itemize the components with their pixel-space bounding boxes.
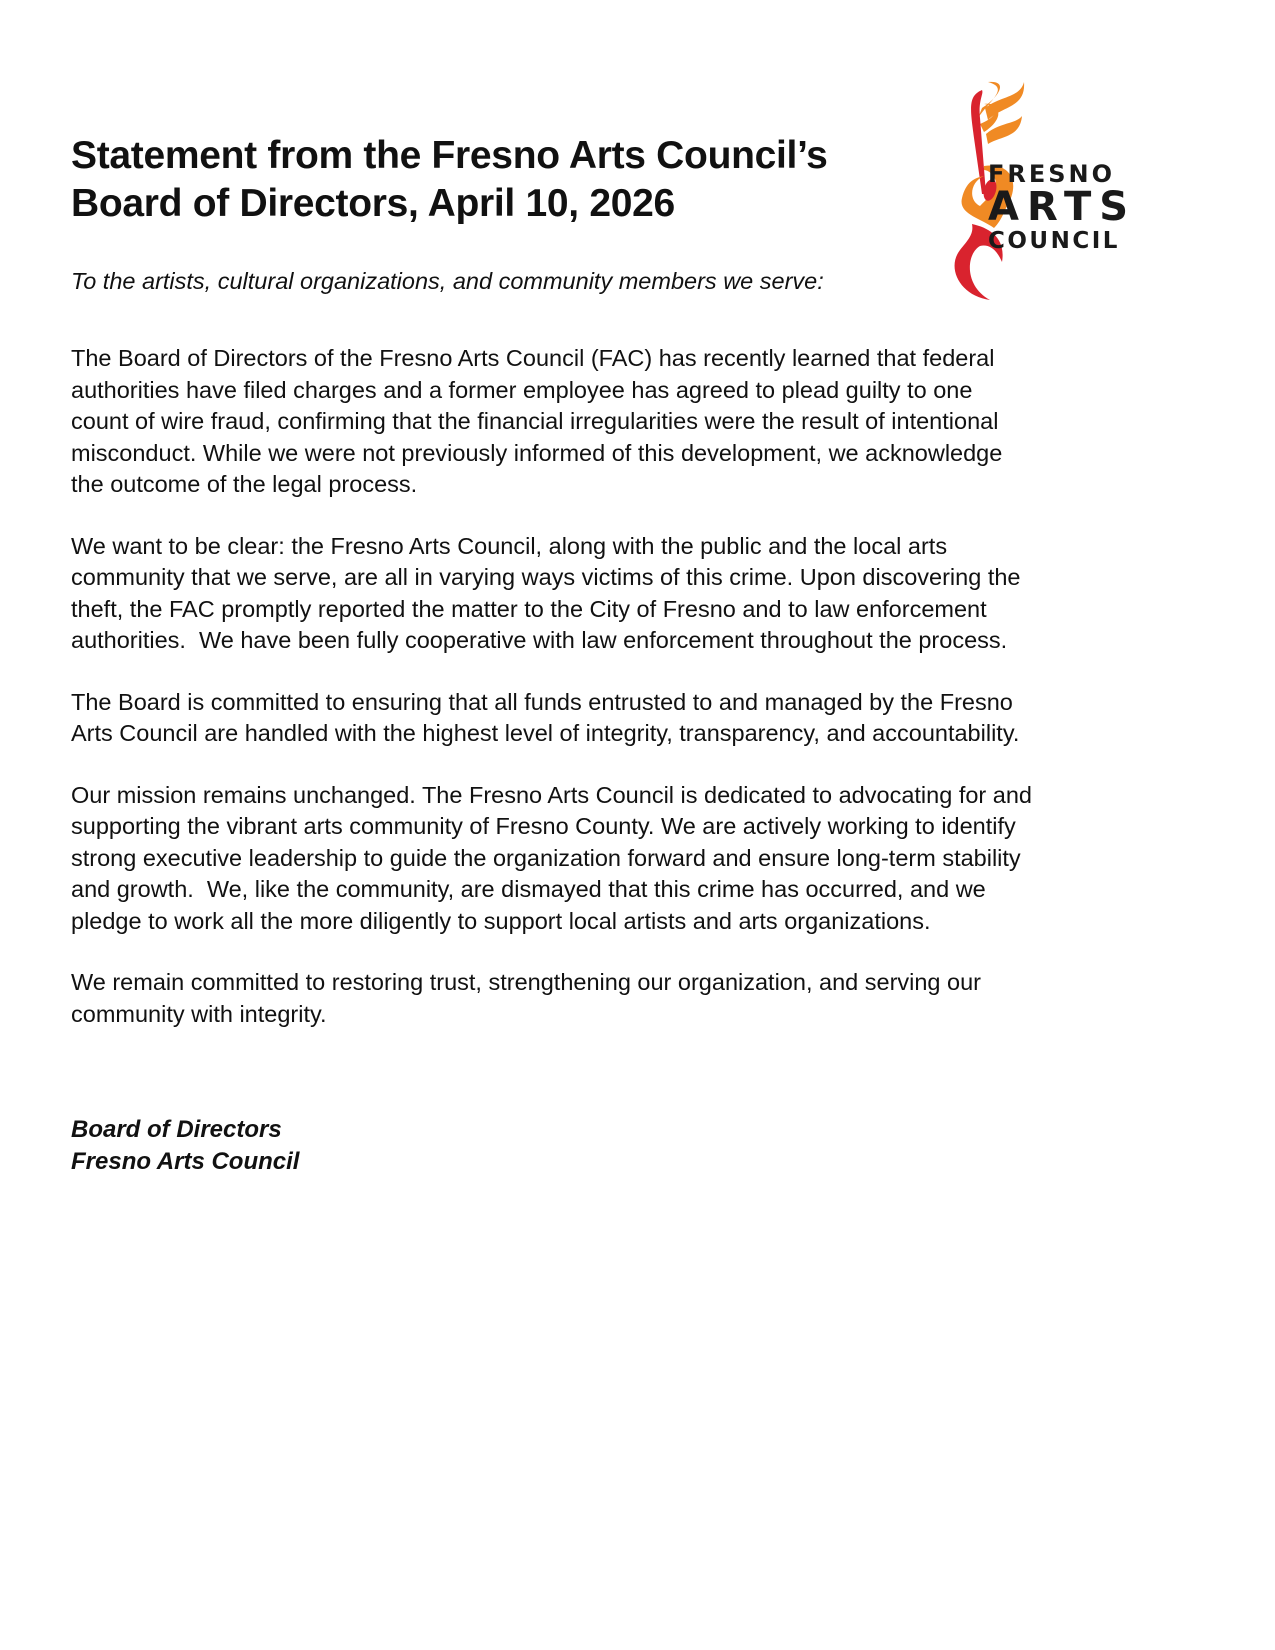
paragraph-line: The Board of Directors of the Fresno Arts Council (FAC) has recently learned that federal	[71, 345, 995, 371]
paragraph-line: authorities have filed charges and a former employee has agreed to plead guilty to one	[71, 376, 973, 403]
statement-body	[71, 343, 1032, 1060]
logo-text-arts: ARTS	[988, 184, 1137, 230]
paragraph-line: community that we serve, are all in varying ways victims of this crime. Upon discovering the	[71, 564, 1021, 590]
paragraph	[71, 531, 1032, 657]
logo-flame-upper	[985, 82, 1024, 120]
paragraph-line: Arts Council are handled with the highest level of integrity, transparency, and accountability.	[71, 720, 1020, 746]
paragraph-line: theft, the FAC promptly reported the matter to the City of Fresno and to law enforcement	[71, 595, 987, 622]
paragraph-line: pledge to work all the more diligently to support local artists and arts organizations.	[71, 907, 931, 934]
title-line: Board of Directors, April 10, 2026	[71, 182, 675, 225]
salutation: To the artists, cultural organizations, and community members we serve:	[71, 268, 824, 294]
paragraph	[71, 967, 1032, 1030]
paragraph-line: misconduct. While we were not previously informed of this development, we acknowledge	[71, 439, 1003, 466]
logo-text-fresno: FRESNO	[988, 160, 1116, 188]
paragraph-line: Our mission remains unchanged. The Fresno Arts Council is dedicated to advocating for and	[71, 781, 1032, 808]
paragraph-line: community with integrity.	[71, 1000, 327, 1027]
paragraph	[71, 687, 1032, 750]
paragraph-line: count of wire fraud, confirming that the financial irregularities were the result of intentional	[71, 408, 999, 434]
paragraph-line: strong executive leadership to guide the organization forward and ensure long-term stability	[71, 844, 1021, 871]
paragraph-line: supporting the vibrant arts community of Fresno County. We are actively working to identify	[71, 813, 1016, 839]
paragraph	[71, 343, 1032, 501]
paragraph-line: the outcome of the legal process.	[71, 471, 418, 497]
document-title	[71, 132, 828, 228]
signature-line: Board of Directors	[71, 1116, 282, 1143]
paragraph-line: The Board is committed to ensuring that all funds entrusted to and managed by the Fresno	[71, 688, 1013, 715]
paragraph	[71, 780, 1032, 938]
paragraph-line: We remain committed to restoring trust, strengthening our organization, and serving our	[71, 969, 981, 995]
logo-text-council: COUNCIL	[988, 228, 1120, 254]
paragraph-line: We want to be clear: the Fresno Arts Council, along with the public and the local arts	[71, 532, 948, 559]
paragraph-line: and growth. We, like the community, are dismayed that this crime has occurred, and we	[71, 876, 986, 902]
title-line: Statement from the Fresno Arts Council’s	[71, 134, 828, 177]
paragraph-line: authorities. We have been fully cooperative with law enforcement throughout the process.	[71, 627, 1008, 653]
signature-line: Fresno Arts Council	[71, 1148, 300, 1175]
fresno-arts-council-logo	[940, 78, 1200, 318]
signature	[71, 1114, 299, 1178]
